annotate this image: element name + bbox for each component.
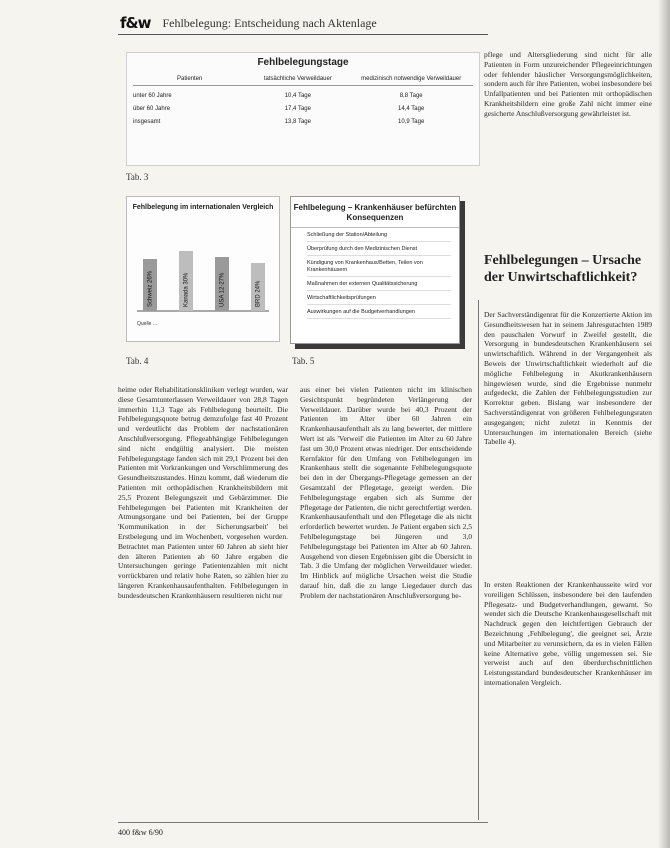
paragraph: Der Sachverständigenrat für die Konzertierte Aktion im Gesundheitswesen hat in seinem Jahresgutachten 1989 den pauschalen Vorwurf in Zweifel gestellt, die Versorgung in bundesdeutschen Krankenhäusern sei unwirtschaftlich. Während in der Vergangenheit als Beweis der Unwirtschaftlichkeit wiederholt auf die mögliche Fehlbelegung in Akutkrankenhäusern hingewiesen wurde, sind die Ergebnisse nunmehr aufgedeckt, die Zahlen der Fehlbelegungsstudien zur Korrektur geben. Bislang war insbesondere der Sachverständigenrat von größeren Fehlbelegungsraten ausgegangen; nicht zuletzt in Kenntnis der Untersuchungen im internationalen Bereich (siehe Tabelle 4). [484, 310, 652, 447]
paragraph: heime oder Rehabilitationskliniken verlegt wurden, war diese Gesamtunterlassen Verweildauer von 28,8 Tagen immerhin 11,3 Tage als Fehlbelegung beurteilt. Die Fehlbelegungsquote betrug demzufolge fast 40 Prozent und verdeutlicht das Problem der nachstationären Anschlußversorgung. Pflegeabhängige Fehlbelegungen sind nicht endgültig analysiert. Die meisten Fehlbelegungstage fanden sich mit 29,1 Prozent bei den Patienten mit Vorkrankungen und Verschlimmerung des Gesundheitszustandes. Hinzu kommt, daß wiederum die Patienten mit orthopädischen Krankheitsbildern mit 25,5 Prozent Belegungszeit und Gebärzimmer. Die Fehlbelegungen bei Patienten mit Krankheiten der Atmungsorgane und bei Patienten, bei der Gruppe 'Kommunikation in der Sicherungsarbeit' bei Erstbelegung und im Wochenbett, vorgesehen wurden. Betrachtet man Patienten unter 60 Jahren ab sieht hier den älteren Patienten ab 60 Jahre ergaben die Untersuchungen geringe Patientenzahlen mit nicht vorrückbaren und relativ hohe Raten, so zählen hier zu längeren Krankenhausaufenthalten. Fehlbelegungen in bundesdeutschen Krankenhäusern resultieren nicht nur [118, 385, 288, 600]
list-item: Überprüfung durch den Medizinischen Dienst [307, 246, 451, 256]
paragraph: aus einer bei vielen Patienten nicht im klinischen Gesichtspunkt begründeten Verlängerung der Verweildauer. Darüber wurde bei 40,3 Prozent der Patienten im Alter über 60 Jahren ein Krankenhausaufenthalt als zu lang bewertet, der mittlere Wert ist als 'Verweil' die Patienten im Alter zu 60 Jahre fast um 30,0 Prozent etwas niedriger. Der entscheidende Kernfaktor für den Umfang von Fehlbelegungen im Krankenhaus stellt die sogenannte Fehlbelegungsquote bei den in der Übergangs-Pflegetage gemessen an der Gesamtzahl der Pflegetage, gezeigt werden. Die Fehlbelegungstage ergaben sich als Summe der Pflegetage der Patienten, die nicht gerechtfertigt werden. Krankenhausaufenthalt und den Pflegetage die als nicht erforderlich bewertet wurden. Je Patient ergaben sich 2,5 Fehlbelegungstage bei Jüngeren und 3,0 Fehlbelegungstage bei Patienten im Alter ab 60 Jahren. Ausgehend von diesen Ergebnissen gibt die Übersicht in Tab. 3 die Umfang der möglichen Verweildauer wieder. Im Hinblick auf mögliche Ursachen weist die Studie darauf hin, daß die zu lange Liegedauer durch das Problem der nachstationären Anschlußversorgung be- [300, 385, 472, 600]
box-caption: Tab. 5 [292, 356, 315, 366]
table-header [133, 76, 473, 86]
right-paragraph-1 [484, 310, 652, 575]
list-item: Wirtschaftlichkeitsprüfungen [307, 295, 451, 305]
page-header [120, 12, 377, 34]
bar-label: USA 12-27% [219, 272, 226, 307]
column-header: Patienten [176, 76, 203, 82]
paragraph: In ersten Reaktionen der Krankenhausseite wird vor voreiligen Schlüssen, insbesondere bei den laufenden Pflegesatz- und Budgetverhandlungen, gewarnt. So wendet sich die Deutsche Krankenhausgesellschaft mit Nachdruck gegen den leichtfertigen Gebrauch der Bezeichnung ‚Fehlbelegung', die geeignet sei, Ärzte und Mitarbeiter zu verunsichern, da es in vielen Fällen keine Alternative gebe, völlig ungemessen sei. Sie verweist auch auf den überdurchschnittlichen Leistungsstandard bundesdeutscher Krankenhäuser im internationalen Vergleich. [484, 580, 652, 687]
list-item: Maßnahmen der externen Qualitätssicherung [307, 281, 451, 291]
table-cell: 10,4 Tage [284, 93, 311, 99]
table-row [133, 119, 473, 125]
right-top-text [484, 50, 652, 190]
bar-label: Kanada 30% [183, 272, 190, 307]
fehlbelegungstage-table [126, 52, 480, 166]
consequences-box [290, 196, 460, 344]
journal-logo: f&w [120, 14, 151, 32]
list-item: Kündigung von Krankenhaus/Betten, Teilen von Krankenhäusern [307, 260, 451, 277]
list-item: Schließung der Station/Abteilung [307, 232, 451, 242]
table-cell: insgesamt [133, 119, 161, 125]
list-item: Auswirkungen auf die Budgetverhandlungen [307, 309, 451, 319]
table-title: Fehlbelegungstage [257, 57, 349, 68]
table-row [133, 106, 473, 112]
binding-shadow [658, 0, 670, 848]
footer-rule [118, 822, 488, 823]
bar-label: Schweiz 26% [147, 270, 154, 307]
table-cell: 8,8 Tage [399, 93, 423, 99]
chart-legend: Quelle ... [137, 321, 158, 327]
table-cell: 14,4 Tage [398, 106, 425, 112]
middle-column-text [300, 385, 472, 817]
chart-title: Fehlbelegung im internationalen Vergleich [132, 204, 274, 211]
table-cell: über 60 Jahre [133, 106, 171, 112]
box-title: Fehlbelegung – Krankenhäuser befürchten Konsequenzen [291, 203, 459, 228]
chart-svg [127, 197, 279, 341]
table-cell: 10,9 Tage [398, 119, 425, 125]
page-footer: 400 f&w 6/90 [118, 828, 163, 837]
column-header: medizinisch notwendige Verweildauer [361, 76, 462, 82]
international-comparison-chart [126, 196, 280, 342]
table-row [133, 93, 473, 99]
column-rule [478, 300, 479, 820]
table-cell: 17,4 Tage [284, 106, 311, 112]
paragraph: pflege und Altersgliederung sind nicht für alle Patienten in Form unzureichender Pflegeeinrichtungen oder fehlender häuslicher Versorgungsmöglichkeiten, sondern auch für ihre Patienten, wobei insbesondere bei Unfallpatienten und bei Patienten mit orthopädischen Krankheitsbildern eine große Zahl nicht immer eine gesicherte Anschlußversorgung gewährleistet ist. [484, 50, 652, 118]
table-caption: Tab. 3 [126, 172, 149, 182]
table-cell: unter 60 Jahre [133, 93, 172, 99]
chart-caption: Tab. 4 [126, 356, 149, 366]
section-heading: Fehlbelegungen – Ursache der Unwirtschaftlichkeit? [484, 253, 642, 285]
right-paragraph-2 [484, 580, 652, 820]
left-column-text [118, 385, 288, 817]
bar-label: BRD 24% [255, 280, 262, 307]
header-rule [118, 34, 488, 35]
header-title: Fehlbelegung: Entscheidung nach Aktenlage [162, 15, 377, 30]
column-header: tatsächliche Verweildauer [263, 76, 332, 82]
table-cell: 13,8 Tage [284, 119, 311, 125]
